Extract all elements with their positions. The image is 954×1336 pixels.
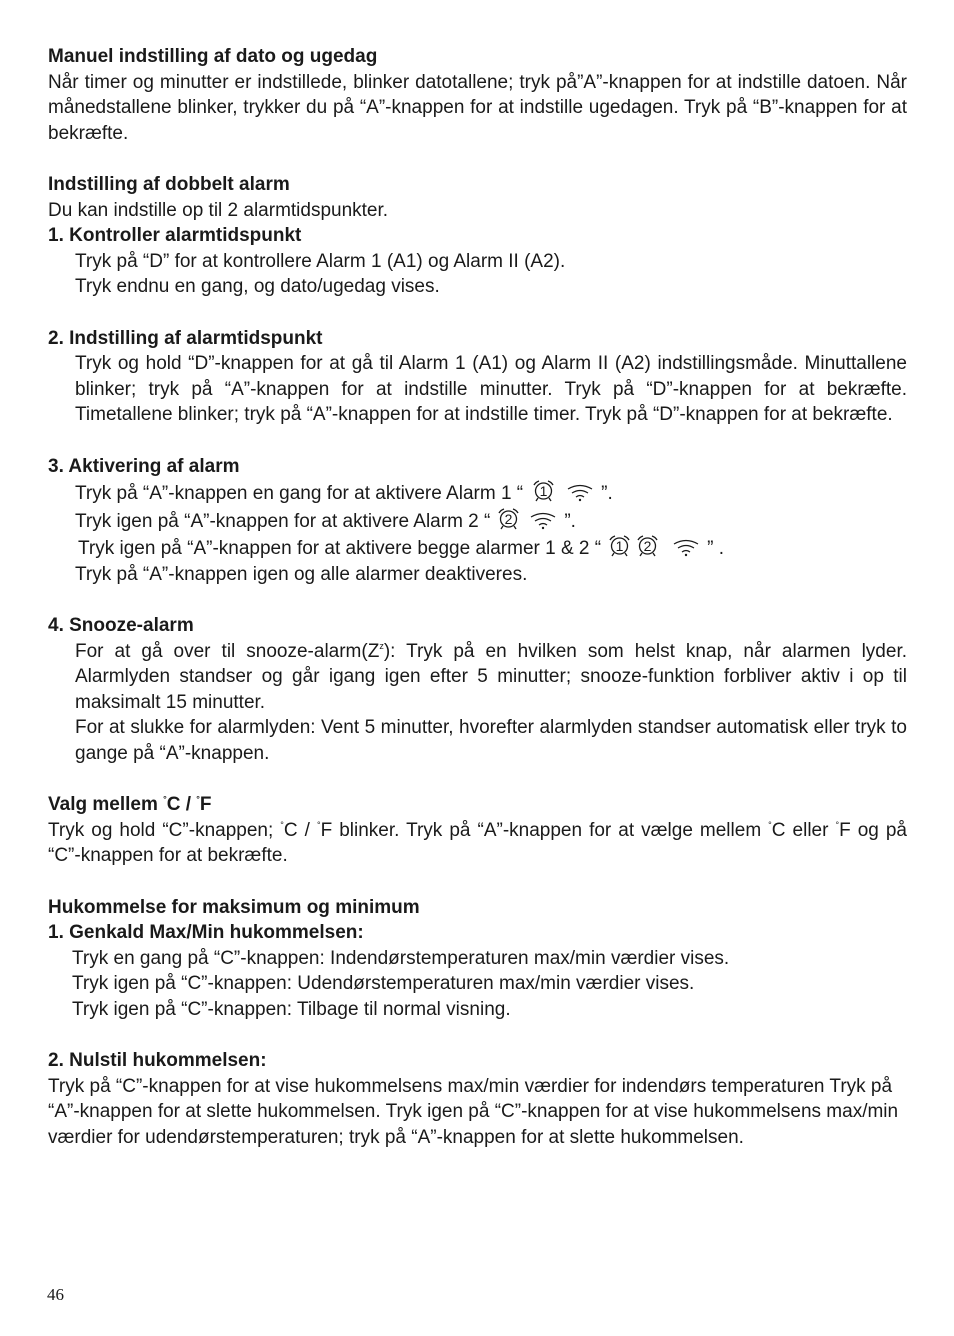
heading-set-alarm: 2. Indstilling af alarmtidspunkt <box>48 327 323 349</box>
paragraph-manual-date: Når timer og minutter er indstillede, blinker datotallene; tryk på”A”-knappen for at indstille datoen. Når månedstallene blinker, trykker du på “A”-knappen for at indstille ugedagen. Tryk på “B”-knappen for at bekræfte. <box>48 71 907 144</box>
paragraph-reset-memory: Tryk på “C”-knappen for at vise hukommelsens max/min værdier for indendørs temperaturen Tryk på “A”-knappen for at slette hukommelsen. Tryk igen på “C”-knappen for at vise hukommelsens max/min værdier for udendørstemperaturen; tryk på “A”-knappen for at slette hukommelsen. <box>48 1075 899 1148</box>
heading-snooze: 4. Snooze-alarm <box>48 615 194 637</box>
snooze-superscript: z <box>379 640 384 651</box>
line-activate-alarm-2 <box>48 507 907 535</box>
line-activate-alarm-1 <box>48 479 907 507</box>
degree-sign: ° <box>280 819 284 830</box>
paragraph-temp-unit <box>48 818 907 869</box>
alarm-1-icon-label: 1 <box>615 538 624 555</box>
temp-unit-text: C / <box>283 819 317 841</box>
temp-unit-text: F blinker. Tryk på “A”-knappen for at vælge mellem <box>320 819 769 841</box>
heading-reset-memory: 2. Nulstil hukommelsen: <box>48 1050 267 1072</box>
paragraph-snooze-1 <box>48 639 907 716</box>
heading-temp-unit-text: F <box>199 794 212 816</box>
alarm-2-icon <box>496 507 526 531</box>
line-check-alarm-2: Tryk endnu en gang, og dato/ugedag vises. <box>75 276 440 298</box>
signal-waves-icon <box>671 538 701 558</box>
paragraph-set-alarm: Tryk og hold “D”-knappen for at gå til Alarm 1 (A1) og Alarm II (A2) indstillingsmåde. Minuttallene blinker; tryk på “A”-knappen for at indstille minutter. Tryk på “D”-knappen for at bekræfte. Timetallene blinker; tryk på “A”-knappen for at indstille timer. Tryk på “D”-knappen for at bekræfte. <box>75 353 907 426</box>
line-activate-alarm-2-end: ”. <box>564 510 576 532</box>
temp-unit-text: C eller <box>771 819 836 841</box>
paragraph-double-alarm-intro: Du kan indstille op til 2 alarmtidspunkter. <box>48 199 389 221</box>
page-number: 46 <box>47 1285 64 1304</box>
temp-unit-text: Tryk og hold “C”-knappen; <box>48 819 281 841</box>
heading-check-alarm: 1. Kontroller alarmtidspunkt <box>48 225 302 247</box>
heading-recall-memory: 1. Genkald Max/Min hukommelsen: <box>48 922 364 944</box>
degree-sign: ° <box>196 794 200 805</box>
heading-temp-unit <box>48 792 907 818</box>
degree-sign: ° <box>316 819 321 830</box>
line-check-alarm-1: Tryk på “D” for at kontrollere Alarm 1 (A1) og Alarm II (A2). <box>75 250 566 272</box>
degree-sign: ° <box>163 794 167 805</box>
line-deactivate-alarms: Tryk på “A”-knappen igen og alle alarmer deaktiveres. <box>75 563 528 585</box>
manual-page <box>48 44 907 1151</box>
line-activate-alarm-both-end: ” . <box>707 538 724 560</box>
heading-temp-unit-text: Valg mellem <box>48 794 164 816</box>
heading-double-alarm: Indstilling af dobbelt alarm <box>48 173 290 195</box>
degree-sign: ° <box>768 819 772 830</box>
line-activate-alarm-both <box>48 534 907 562</box>
signal-waves-icon <box>528 511 558 531</box>
degree-sign: ° <box>835 819 840 830</box>
signal-waves-icon <box>565 483 595 503</box>
alarm-2-icon-label: 2 <box>504 510 513 527</box>
heading-memory: Hukommelse for maksimum og minimum <box>48 896 420 918</box>
heading-temp-unit-text: C / <box>166 794 197 816</box>
heading-activate-alarm: 3. Aktivering af alarm <box>48 455 240 477</box>
line-activate-alarm-both-text: Tryk igen på “A”-knappen for at aktivere begge alarmer 1 & 2 “ <box>78 538 602 560</box>
temp-unit-text: F og på “C”-knappen for at bekræfte. <box>48 819 908 867</box>
snooze-text-post: ): Tryk på en hvilken som helst knap, når alarmen lyder. Alarmlyden standser og går igang igen efter 5 minutter; snooze-funktion forbliver aktiv i op til maksimalt 15 minutter. <box>75 640 907 713</box>
line-recall-memory-2: Tryk igen på “C”-knappen: Udendørstemperaturen max/min værdier vises. <box>72 973 695 995</box>
alarm-1-icon <box>607 534 635 558</box>
snooze-text-pre: For at gå over til snooze-alarm(Z <box>75 640 380 662</box>
line-recall-memory-1: Tryk en gang på “C”-knappen: Indendørstemperaturen max/min værdier vises. <box>72 947 730 969</box>
line-activate-alarm-1-text: Tryk på “A”-knappen en gang for at aktivere Alarm 1 “ <box>75 483 524 505</box>
line-recall-memory-3: Tryk igen på “C”-knappen: Tilbage til normal visning. <box>72 998 511 1020</box>
alarm-2-icon-label: 2 <box>643 538 652 555</box>
line-activate-alarm-2-text: Tryk igen på “A”-knappen for at aktivere Alarm 2 “ <box>75 510 491 532</box>
alarm-2-icon <box>635 534 663 558</box>
paragraph-snooze-2: For at slukke for alarmlyden: Vent 5 minutter, hvorefter alarmlyden standser automatisk eller tryk to gange på “A”-knappen. <box>75 717 907 765</box>
alarm-1-icon-label: 1 <box>539 483 548 500</box>
alarm-1-icon <box>529 479 563 503</box>
line-activate-alarm-1-end: ”. <box>601 483 613 505</box>
heading-manual-date: Manuel indstilling af dato og ugedag <box>48 46 378 67</box>
